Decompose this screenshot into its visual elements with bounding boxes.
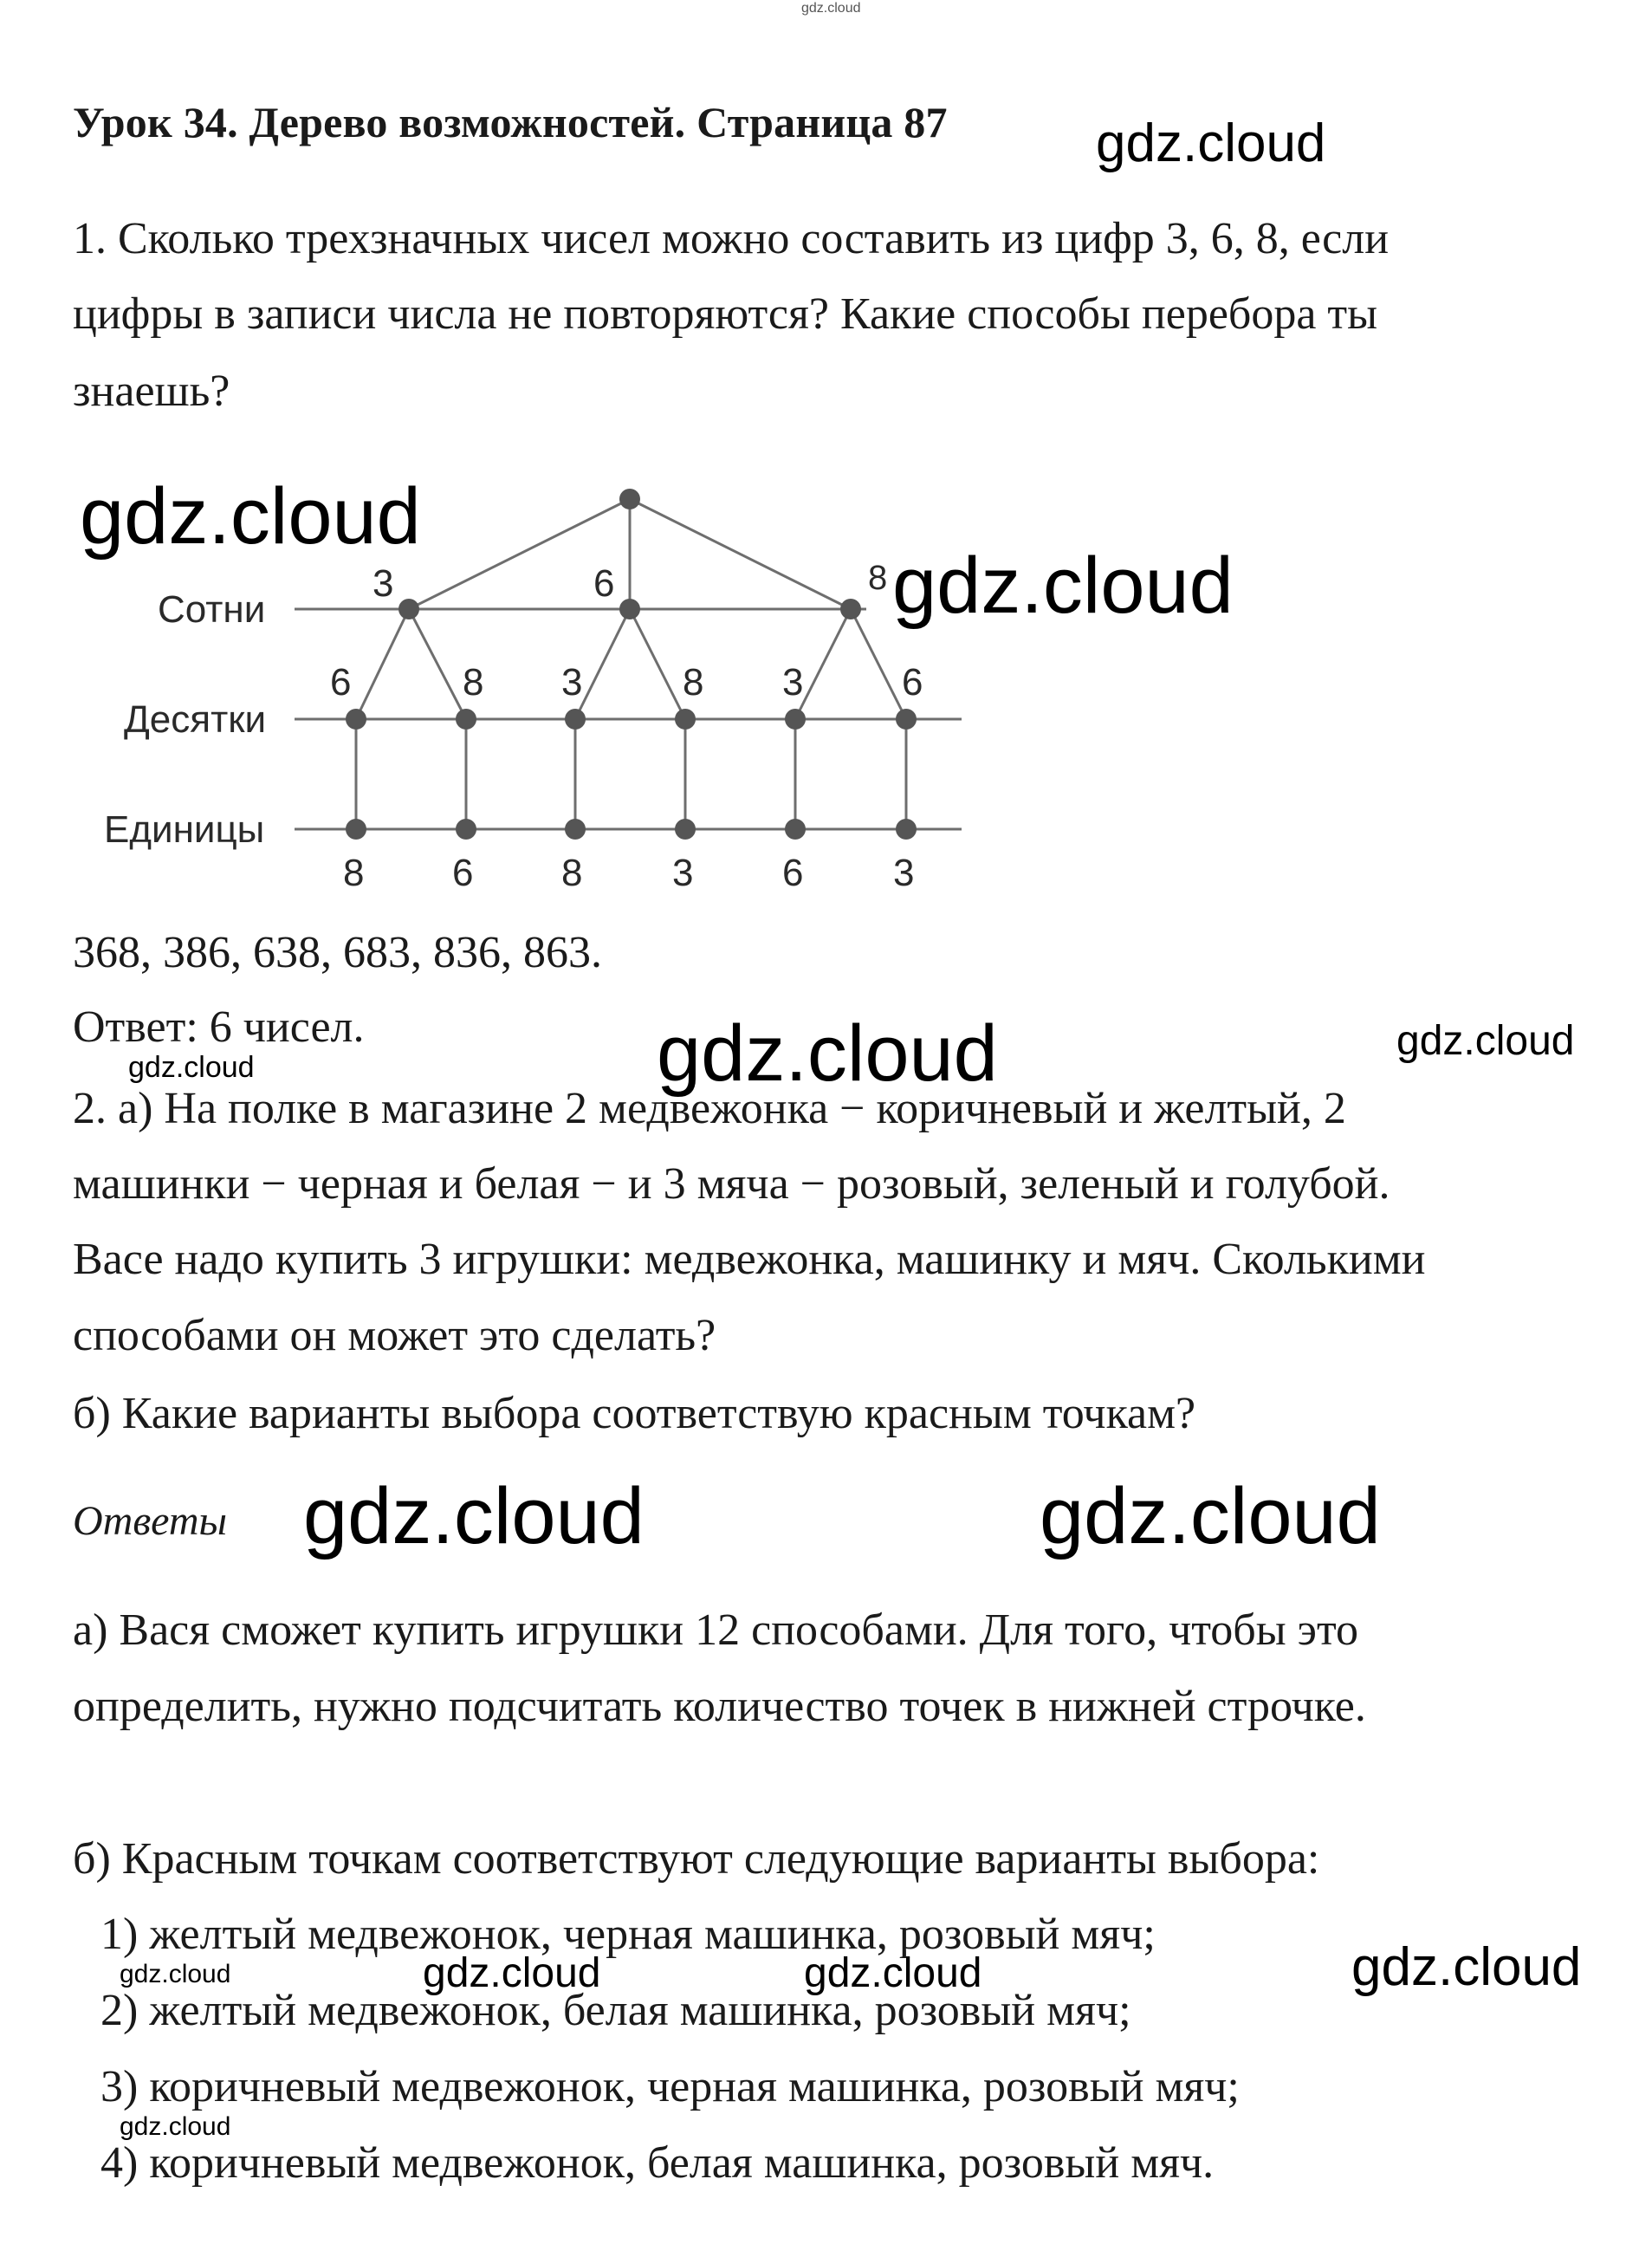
row-label-hundreds: Сотни [158, 588, 266, 631]
units-digit: 8 [561, 852, 583, 894]
hundreds-node [619, 599, 640, 619]
task2-line-4: способами он может это сделать? [73, 1311, 716, 1360]
tens-digit: 3 [782, 661, 804, 704]
watermark: gdz.cloud [1040, 1472, 1381, 1560]
task2-line-5: б) Какие варианты выбора соответствую красным точкам? [73, 1389, 1196, 1438]
answer-a-line-1: а) Вася сможет купить игрушки 12 способами. Для того, чтобы это [73, 1605, 1359, 1655]
watermark: gdz.cloud [423, 1950, 601, 1996]
root-node [619, 489, 640, 509]
task2-line-1: 2. а) На полке в магазине 2 медвежонка − коричневый и желтый, 2 [73, 1084, 1346, 1133]
task1-line-1: 1. Сколько трехзначных чисел можно составить из цифр 3, 6, 8, если [73, 214, 1390, 263]
tens-node [896, 709, 917, 730]
task1-line-2: цифры в записи числа не повторяются? Какие способы перебора ты [73, 289, 1378, 339]
tens-node [785, 709, 806, 730]
units-node [896, 819, 917, 840]
answer-b-item: 4) коричневый медвежонок, белая машинка, розовый мяч. [100, 2138, 1215, 2188]
watermark: gdz.cloud [120, 1960, 231, 1988]
watermark: gdz.cloud [303, 1472, 645, 1560]
top-watermark: gdz.cloud [801, 1, 861, 16]
units-digit: 3 [893, 852, 915, 894]
units-digit: 6 [782, 852, 804, 894]
units-node [565, 819, 586, 840]
units-digit: 8 [343, 852, 365, 894]
watermark: gdz.cloud [1096, 113, 1326, 173]
hundreds-digit: 3 [373, 562, 394, 605]
units-digit: 3 [672, 852, 694, 894]
row-label-tens: Десятки [124, 698, 267, 741]
tens-node [346, 709, 366, 730]
units-digit: 6 [452, 852, 474, 894]
task1-answer: Ответ: 6 чисел. [73, 1002, 365, 1052]
answer-b-item: 3) коричневый медвежонок, черная машинка, розовый мяч; [100, 2062, 1240, 2111]
task1-line-3: знаешь? [73, 366, 230, 416]
tens-node [456, 709, 476, 730]
answer-b-intro: б) Красным точкам соответствуют следующие варианты выбора: [73, 1834, 1320, 1884]
watermark: gdz.cloud [80, 472, 421, 561]
units-node [785, 819, 806, 840]
hundreds-digit: 6 [593, 562, 615, 605]
page-title: Урок 34. Дерево возможностей. Страница 87 [73, 98, 948, 146]
answer-a-line-2: определить, нужно подсчитать количество точек в нижней строчке. [73, 1682, 1366, 1731]
watermark: gdz.cloud [804, 1950, 982, 1996]
hundreds-node [840, 599, 861, 619]
watermark: gdz.cloud [1396, 1018, 1575, 1064]
watermark: gdz.cloud [657, 1009, 998, 1098]
answers-heading: Ответы [73, 1498, 228, 1544]
answer-b-item: 1) желтый медвежонок, черная машинка, розовый мяч; [100, 1910, 1156, 1959]
task1-numbers: 368, 386, 638, 683, 836, 863. [73, 928, 602, 977]
hundreds-node [398, 599, 419, 619]
tens-digit: 8 [463, 661, 484, 704]
tens-digit: 8 [683, 661, 704, 704]
units-node [456, 819, 476, 840]
units-node [346, 819, 366, 840]
watermark: gdz.cloud [1351, 1937, 1582, 1997]
row-label-units: Единицы [104, 808, 265, 851]
watermark: gdz.cloud [892, 542, 1234, 630]
tens-digit: 6 [902, 661, 923, 704]
answer-b-item: 2) желтый медвежонок, белая машинка, розовый мяч; [100, 1986, 1131, 2035]
watermark: gdz.cloud [128, 1051, 255, 1084]
watermark: gdz.cloud [120, 2112, 231, 2141]
tens-node [565, 709, 586, 730]
tens-digit: 3 [561, 661, 583, 704]
tens-node [675, 709, 696, 730]
tens-digit: 6 [330, 661, 352, 704]
task2-line-3: Васе надо купить 3 игрушки: медвежонка, машинку и мяч. Сколькими [73, 1235, 1426, 1284]
task2-line-2: машинки − черная и белая − и 3 мяча − розовый, зеленый и голубой. [73, 1159, 1390, 1209]
hundreds-digit: 8 [868, 559, 888, 597]
units-node [675, 819, 696, 840]
